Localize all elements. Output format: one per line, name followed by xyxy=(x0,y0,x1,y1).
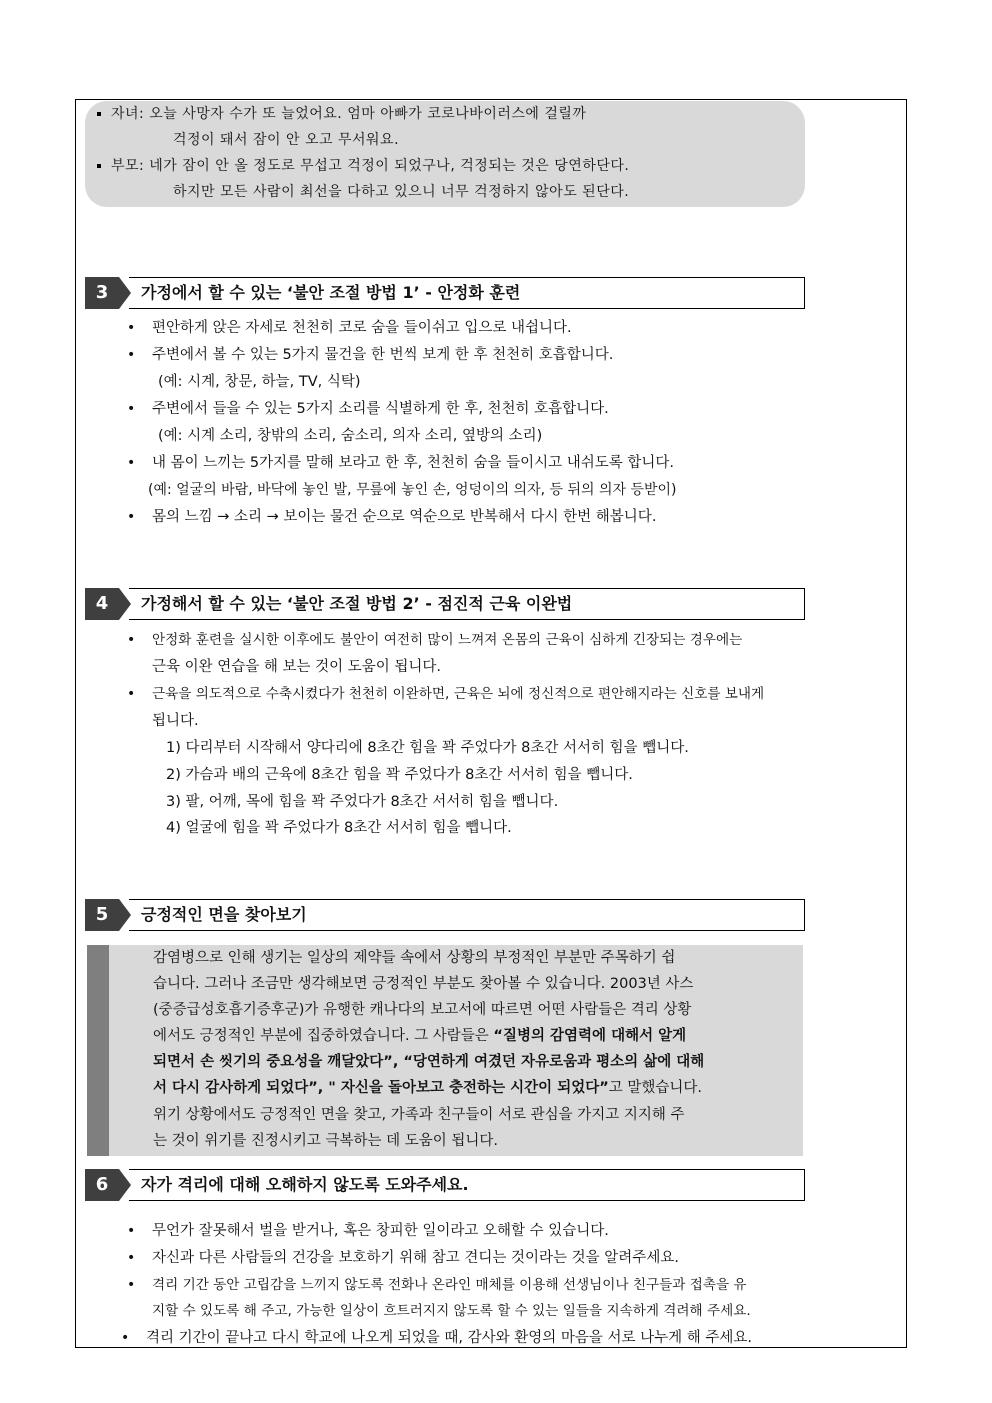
list-item: • 내 몸이 느끼는 5가지를 말해 보라고 한 후, 천천히 숨을 들이시고 내쉬도록 합니다. xyxy=(152,450,674,476)
list-item: • 안정화 훈련을 실시한 이후에도 불안이 여전히 많이 느껴져 온몸의 근육이 심하게 긴장되는 경우에는 xyxy=(152,627,742,653)
section-number: 5 xyxy=(85,899,119,931)
quote-box xyxy=(87,945,803,1156)
numbered-item: 4) 얼굴에 힘을 꽉 주었다가 8초간 서서히 힘을 뺍니다. xyxy=(166,820,512,836)
bullet-icon: • xyxy=(127,632,136,648)
numbered-item: 1) 다리부터 시작해서 양다리에 8초간 힘을 꽉 주었다가 8초간 서서히 힘을 뺍니다. xyxy=(166,740,689,756)
example-text: (예: 시계, 창문, 하늘, TV, 식탁) xyxy=(158,374,361,390)
list-item: • 무언가 잘못해서 벌을 받거나, 혹은 창피한 일이라고 오해할 수 있습니다. xyxy=(152,1218,609,1244)
bullet-icon: • xyxy=(127,401,136,417)
list-item: • 편안하게 앉은 자세로 천천히 코로 숨을 들이쉬고 입으로 내쉽니다. xyxy=(152,315,572,341)
list-item: • 자신과 다른 사람들의 건강을 보호하기 위해 참고 견디는 것이라는 것을 알려주세요. xyxy=(152,1245,679,1271)
bullet-icon: • xyxy=(127,347,136,363)
numbered-item: 2) 가슴과 배의 근육에 8초간 힘을 꽉 주었다가 8초간 서서히 힘을 뺍니다. xyxy=(166,767,633,783)
list-item: • 격리 기간 동안 고립감을 느끼지 않도록 전화나 온라인 매체를 이용해 선생님이나 친구들과 접촉을 유 xyxy=(152,1272,747,1298)
bullet-icon: • xyxy=(127,1277,136,1293)
quote-bar xyxy=(87,945,109,1156)
section-5-header xyxy=(85,899,805,931)
list-item: • 격리 기간이 끝나고 다시 학교에 나오게 되었을 때, 감사와 환영의 마음을 서로 나누게 해 주세요. xyxy=(146,1325,752,1351)
bullet-icon: • xyxy=(127,455,136,471)
square-bullet-icon xyxy=(97,164,101,168)
list-item: • 근육을 의도적으로 수축시켰다가 천천히 이완하면, 근육은 뇌에 정신적으로 편안해지라는 신호를 보내게 xyxy=(152,681,764,707)
section-4-header xyxy=(85,588,805,620)
section-6-header xyxy=(85,1169,805,1201)
section-number: 3 xyxy=(85,277,119,309)
quote-line: 서 다시 감사하게 되었다”, " 자신을 돌아보고 충전하는 시간이 되었다”고 말했습니다. xyxy=(153,1080,703,1096)
bullet-icon: • xyxy=(127,509,136,525)
quote-line: 위기 상황에서도 긍정적인 면을 찾고, 가족과 친구들이 서로 관심을 가지고 지지해 주 xyxy=(153,1107,685,1123)
section-title: 가정에서 할 수 있는 ‘불안 조절 방법 1’ - 안정화 훈련 xyxy=(141,283,521,302)
section-title: 긍정적인 면을 찾아보기 xyxy=(141,905,307,924)
numbered-item: 3) 팔, 어깨, 목에 힘을 꽉 주었다가 8초간 서서히 힘을 뺍니다. xyxy=(166,794,559,810)
child-line-2: 걱정이 돼서 잠이 안 오고 무서워요. xyxy=(173,132,400,148)
quote-line-bold: 되면서 손 씻기의 중요성을 깨달았다”, “당연하게 여겼던 자유로움과 평소의 삶에 대해 xyxy=(153,1054,705,1070)
quote-line: 에서도 긍정적인 부분에 집중하였습니다. 그 사람들은 “질병의 감염력에 대해서 알게 xyxy=(153,1028,687,1044)
section-title: 가정해서 할 수 있는 ‘불안 조절 방법 2’ - 점진적 근육 이완법 xyxy=(141,594,573,613)
bullet-icon: • xyxy=(127,686,136,702)
bullet-icon: • xyxy=(127,1250,136,1266)
quote-line: (중증급성호흡기증후군)가 유행한 캐나다의 보고서에 따르면 어떤 사람들은 격리 상황 xyxy=(153,1002,692,1018)
bullet-icon: • xyxy=(127,1223,136,1239)
example-text: (예: 시계 소리, 창밖의 소리, 숨소리, 의자 소리, 옆방의 소리) xyxy=(158,428,543,444)
child-line-1: 자녀: 오늘 사망자 수가 또 늘었어요. 엄마 아빠가 코로나바이러스에 걸릴까 xyxy=(97,101,586,127)
parent-line-2: 하지만 모든 사람이 최선을 다하고 있으니 너무 걱정하지 않아도 된단다. xyxy=(173,184,630,200)
bullet-icon: • xyxy=(127,320,136,336)
list-item: • 몸의 느낌 → 소리 → 보이는 물건 순으로 역순으로 반복해서 다시 한번 해봅니다. xyxy=(152,504,656,530)
list-item: • 주변에서 볼 수 있는 5가지 물건을 한 번씩 보게 한 후 천천히 호흡합니다. xyxy=(152,342,613,368)
quote-line: 감염병으로 인해 생기는 일상의 제약들 속에서 상황의 부정적인 부분만 주목하기 쉽 xyxy=(153,950,676,966)
section-number: 6 xyxy=(85,1169,119,1201)
bullet-icon: • xyxy=(121,1330,130,1346)
quote-line: 습니다. 그러나 조금만 생각해보면 긍정적인 부분도 찾아볼 수 있습니다. 2003년 사스 xyxy=(153,976,694,992)
section-title: 자가 격리에 대해 오해하지 않도록 도와주세요. xyxy=(141,1175,469,1194)
list-item-continued: 됩니다. xyxy=(152,713,199,729)
square-bullet-icon xyxy=(97,112,101,116)
list-item-continued: 근육 이완 연습을 해 보는 것이 도움이 됩니다. xyxy=(152,659,441,675)
list-item-continued: 지할 수 있도록 해 주고, 가능한 일상이 흐트러지지 않도록 할 수 있는 일들을 지속하게 격려해 주세요. xyxy=(152,1303,751,1319)
list-item: • 주변에서 들을 수 있는 5가지 소리를 식별하게 한 후, 천천히 호흡합니다. xyxy=(152,396,609,422)
example-text: (예: 얼굴의 바람, 바닥에 놓인 발, 무릎에 놓인 손, 엉덩이의 의자, 등 뒤의 의자 등받이) xyxy=(148,482,677,498)
section-number: 4 xyxy=(85,588,119,620)
quote-line: 는 것이 위기를 진정시키고 극복하는 데 도움이 됩니다. xyxy=(153,1133,499,1149)
parent-line-1: 부모: 네가 잠이 안 올 정도로 무섭고 걱정이 되었구나, 걱정되는 것은 당연하단다. xyxy=(97,153,629,179)
dialog-box xyxy=(85,101,805,207)
section-3-header xyxy=(85,277,805,309)
